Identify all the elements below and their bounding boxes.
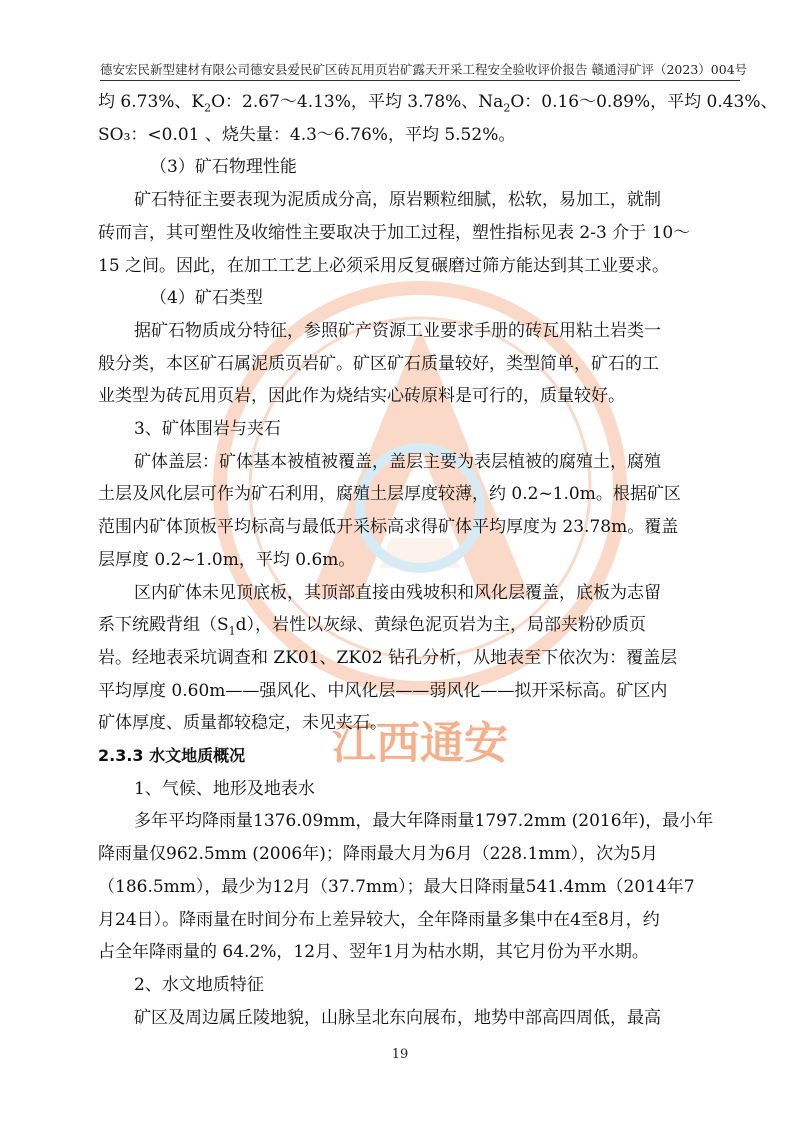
text-line: 据矿石物质成分特征，参照矿产资源工业要求手册的砖瓦用粘土岩类一 [134,320,661,341]
text-line: 矿区及周边属丘陵地貌，山脉呈北东向展布，地势中部高四周低，最高 [134,1007,661,1028]
subheading: 1、气候、地形及地表水 [134,778,315,799]
body-text [98,86,778,1034]
text-line: 15 之间。因此，在加工工艺上必须采用反复碾磨过筛方能达到其工业要求。 [98,255,670,276]
text-line: 般分类，本区矿石属泥质页岩矿。矿区矿石质量较好，类型简单，矿石的工 [98,353,659,374]
section-heading: 2.3.3 水文地质概况 [98,746,246,766]
subheading: （3）矿石物理性能 [150,157,297,178]
text-line: （186.5mm），最少为12月（37.7mm）；最大日降雨量541.4mm（2014年7 [98,876,695,897]
text-line: 土层及风化层可作为矿石利用，腐殖土层厚度较薄，约 0.2~1.0m。根据矿区 [98,484,681,505]
text-line: 矿石特征主要表现为泥质成分高，原岩颗粒细腻，松软，易加工，就制 [134,190,661,211]
text-line: 矿体厚度、质量都较稳定，未见夹石。 [98,713,387,734]
watermark-text: 江西通安 [332,718,508,769]
text-line: 占全年降雨量的 64.2%，12月、翌年1月为枯水期，其它月份为平水期。 [98,942,649,963]
subheading: 2、水文地质特征 [134,974,264,995]
text-line: 多年平均降雨量1376.09mm，最大年降雨量1797.2mm (2016年)，最小年 [134,811,714,832]
text-line: SO₃：<0.01 、烧失量：4.3～6.76%，平均 5.52%。 [98,124,516,145]
text-line: 均 6.73%、$K_2O$：2.67～4.13%，平均 3.78%、$Na_2O$：0.16～0.89%，平均 0.43%、 [98,92,778,115]
text-line: 岩。经地表采坑调查和 ZK01、ZK02 钻孔分析，从地表至下依次为：覆盖层 [98,647,678,668]
page-header: 德安宏民新型建材有限公司德安县爱民矿区砖瓦用页岩矿露天开采工程安全验收评价报告 赣通浔矿评（2023）004号 [100,62,740,81]
text-line: 砖而言，其可塑性及收缩性主要取决于加工过程，塑性指标见表 2-3 介于 10～ [98,222,691,243]
text-line: 月24日）。降雨量在时间分布上差异较大，全年降雨量多集中在4至8月，约 [98,909,660,930]
subheading: 3、矿体围岩与夹石 [134,419,281,440]
subheading: （4）矿石类型 [150,288,263,309]
text-line: 矿体盖层：矿体基本被植被覆盖，盖层主要为表层植被的腐殖土，腐殖 [134,451,661,472]
text-line: 层厚度 0.2~1.0m，平均 0.6m。 [98,549,356,570]
text-line: 降雨量仅962.5mm (2006年)；降雨最大月为6月（228.1mm），次为5月 [98,844,658,865]
text-line: 范围内矿体顶板平均标高与最低开采标高求得矿体平均厚度为 23.78m。覆盖 [98,517,679,538]
page-number: 19 [391,1047,409,1062]
text-line: 业类型为砖瓦用页岩，因此作为烧结实心砖原料是可行的，质量较好。 [98,386,625,407]
text-line: 平均厚度 0.60m——强风化、中风化层——弱风化——拟开采标高。矿区内 [98,680,668,701]
text-line: 系下统殿背组$(S_1d)$，岩性以灰绿、黄绿色泥页岩为主，局部夹粉砂质页 [98,615,647,638]
text-line: 区内矿体未见顶底板，其顶部直接由残坡积和风化层覆盖，底板为志留 [134,582,661,603]
